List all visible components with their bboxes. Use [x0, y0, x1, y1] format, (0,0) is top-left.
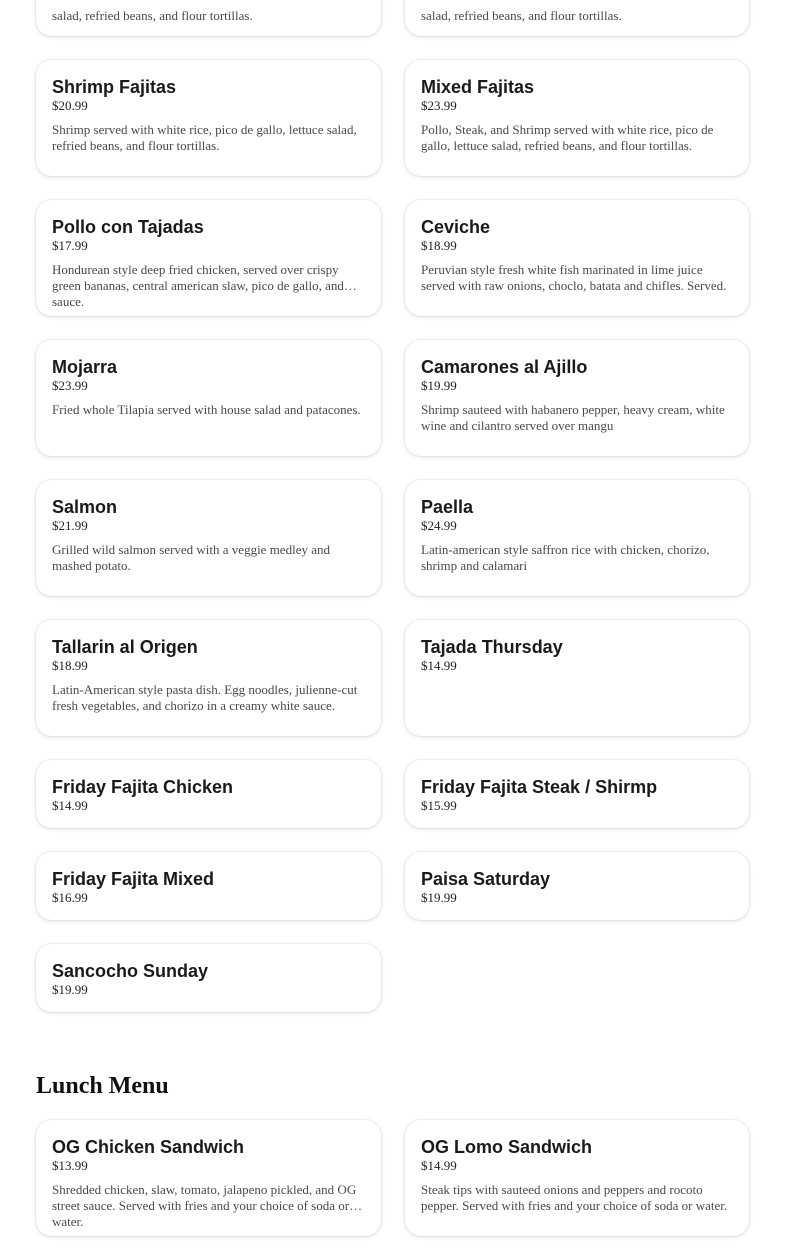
menu-item-card[interactable] [36, 480, 381, 596]
item-name: OG Chicken Sandwich [52, 1137, 245, 1157]
item-name: Mixed Fajitas [421, 77, 535, 97]
item-description: Shrimp served with white rice, pico de gallo, lettuce salad, refried beans, and flour tortillas. [52, 122, 357, 153]
item-description: Hondurean style deep fried chicken, served over crispy green bananas, central american slaw, pico de gallo, and sauce. [52, 262, 344, 309]
menu-item-card[interactable] [405, 200, 749, 316]
item-description: salad, refried beans, and flour tortillas. [52, 8, 253, 23]
menu-item-card[interactable] [405, 480, 749, 596]
item-name: Ceviche [421, 217, 491, 237]
item-description: Pollo, Steak, and Shrimp served with white rice, pico de gallo, lettuce salad, refried beans, and flour tortillas. [421, 122, 714, 153]
item-name: Paisa Saturday [421, 869, 551, 889]
item-description: Shredded chicken, slaw, tomato, jalapeno pickled, and OG street sauce. Served with fries and your choice of soda or water. [52, 1182, 357, 1229]
item-price: $19.99 [421, 378, 457, 393]
item-price: $17.99 [52, 238, 88, 253]
item-description: Latin-american style saffron rice with chicken, chorizo, shrimp and calamari [421, 542, 710, 573]
menu-item-card[interactable] [36, 340, 381, 456]
item-name: Tajada Thursday [421, 637, 563, 657]
menu-item-card[interactable] [405, 620, 749, 736]
item-description: Fried whole Tilapia served with house salad and patacones. [52, 402, 361, 417]
menu-item-card[interactable] [36, 200, 381, 316]
menu-item-card[interactable] [405, 60, 749, 176]
menu-item-card[interactable] [36, 852, 381, 920]
menu-item-card[interactable] [36, 620, 381, 736]
item-price: $20.99 [52, 98, 88, 113]
item-price: $18.99 [421, 238, 457, 253]
item-price: $16.99 [52, 890, 88, 905]
item-price: $24.99 [421, 518, 457, 533]
menu-item-card[interactable] [36, 760, 381, 828]
section-title-lunch-menu: Lunch Menu [36, 1073, 169, 1099]
item-price: $18.99 [52, 658, 88, 673]
menu-item-card[interactable] [405, 852, 749, 920]
menu-item-card[interactable] [405, 760, 749, 828]
item-price: $23.99 [421, 98, 457, 113]
item-name: Mojarra [52, 357, 118, 377]
item-price: $15.99 [421, 798, 457, 813]
item-name: Friday Fajita Chicken [52, 777, 234, 797]
item-price: $13.99 [52, 1158, 88, 1173]
item-price: $21.99 [52, 518, 88, 533]
menu-item-card[interactable] [36, 944, 381, 1012]
menu-item-card[interactable] [405, 0, 749, 36]
item-description: salad, refried beans, and flour tortillas. [421, 8, 622, 23]
menu-item-card[interactable] [36, 0, 381, 36]
item-price: $23.99 [52, 378, 88, 393]
item-name: Pollo con Tajadas [52, 217, 204, 237]
item-name: Camarones al Ajillo [421, 357, 588, 377]
item-price: $14.99 [421, 1158, 457, 1173]
menu-item-card[interactable] [405, 340, 749, 456]
item-name: Friday Fajita Mixed [52, 869, 215, 889]
item-price: $19.99 [421, 890, 457, 905]
item-name: Salmon [52, 497, 118, 517]
item-name: Shrimp Fajitas [52, 77, 177, 97]
item-description: Peruvian style fresh white fish marinated in lime juice served with raw onions, choclo, batata and chifles. Served. [421, 262, 727, 293]
menu-item-card[interactable] [36, 1120, 381, 1236]
item-name: Tallarin al Origen [52, 637, 198, 657]
item-name: OG Lomo Sandwich [421, 1137, 593, 1157]
item-name: Friday Fajita Steak / Shirmp [421, 777, 658, 797]
item-name: Paella [421, 497, 474, 517]
item-name: Sancocho Sunday [52, 961, 209, 981]
item-price: $14.99 [52, 798, 88, 813]
item-price: $19.99 [52, 982, 88, 997]
item-description: Steak tips with sauteed onions and peppers and rocoto pepper. Served with fries and your choice of soda or water. [421, 1182, 728, 1213]
menu-item-card[interactable] [405, 1120, 749, 1236]
item-price: $14.99 [421, 658, 457, 673]
menu-item-card[interactable] [36, 60, 381, 176]
item-description: Shrimp sauteed with habanero pepper, heavy cream, white wine and cilantro served over mangu [421, 402, 725, 433]
item-description: Grilled wild salmon served with a veggie medley and mashed potato. [52, 542, 330, 573]
item-description: Latin-American style pasta dish. Egg noodles, julienne-cut fresh vegetables, and chorizo in a creamy white sauce. [52, 682, 358, 713]
